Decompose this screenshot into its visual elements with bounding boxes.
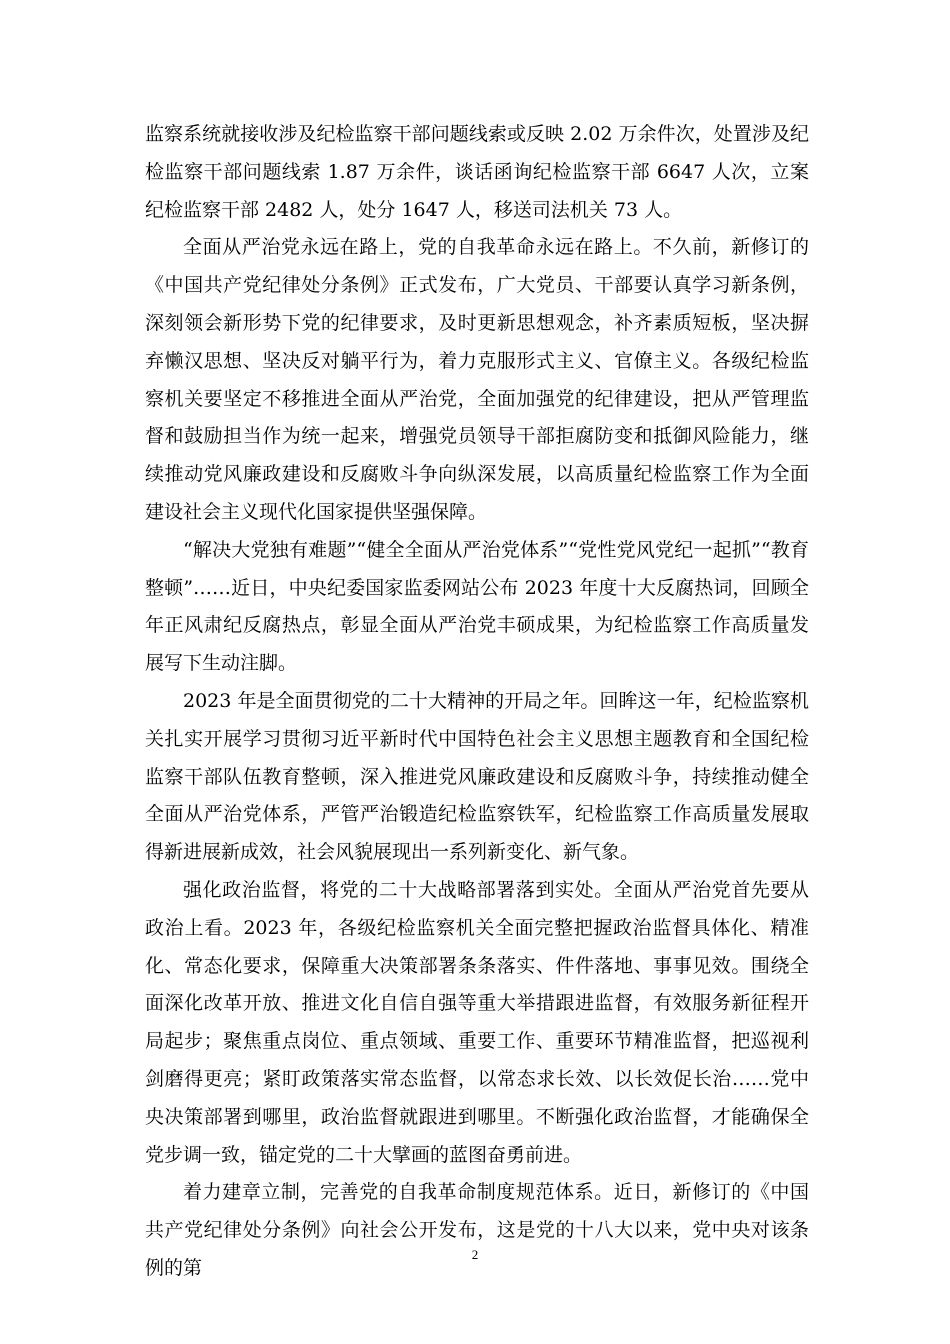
page-number: 2 xyxy=(471,1247,479,1262)
paragraph-6: 着力建章立制，完善党的自我革命制度规范体系。近日，新修订的《中国共产党纪律处分条例》向社会公开发布，这是党的十八大以来，党中央对该条例的第 xyxy=(145,1181,809,1279)
paragraph-2: 全面从严治党永远在路上，党的自我革命永远在路上。不久前，新修订的《中国共产党纪律处分条例》正式发布，广大党员、干部要认真学习新条例，深刻领会新形势下党的纪律要求，及时更新思想观念，补齐素质短板，坚决摒弃懒汉思想、坚决反对躺平行为，着力克服形式主义、官僚主义。各级纪检监察机关要坚定不移推进全面从严治党，全面加强党的纪律建设，把从严管理监督和鼓励担当作为统一起来，增强党员领导干部拒腐防变和抵御风险能力，继续推动党风廉政建设和反腐败斗争向纵深发展，以高质量纪检监察工作为全面建设社会主义现代化国家提供坚强保障。 xyxy=(145,236,809,523)
paragraph-3: “解决大党独有难题”“健全全面从严治党体系”“党性党风党纪一起抓”“教育整顿”……近日，中央纪委国家监委网站公布 2023 年度十大反腐热词，回顾全年正风肃纪反腐热点，彰显全面从严治党丰硕成果，为纪检监察工作高质量发展写下生动注脚。 xyxy=(145,538,809,675)
paragraph-4: 2023 年是全面贯彻党的二十大精神的开局之年。回眸这一年，纪检监察机关扎实开展学习贯彻习近平新时代中国特色社会主义思想主题教育和全国纪检监察干部队伍教育整顿，深入推进党风廉政建设和反腐败斗争，持续推动健全全面从严治党体系，严管严治锻造纪检监察铁军，纪检监察工作高质量发展取得新进展新成效，社会风貌展现出一系列新变化、新气象。 xyxy=(145,689,809,864)
body-text xyxy=(145,116,809,1288)
paragraph-5: 强化政治监督，将党的二十大战略部署落到实处。全面从严治党首先要从政治上看。2023 年，各级纪检监察机关全面完整把握政治监督具体化、精准化、常态化要求，保障重大决策部署条条落实、件件落地、事事见效。围绕全面深化改革开放、推进文化自信自强等重大举措跟进监督，有效服务新征程开局起步；聚焦重点岗位、重点领域、重要工作、重要环节精准监督，把巡视利剑磨得更亮；紧盯政策落实常态监督，以常态求长效、以长效促长治……党中央决策部署到哪里，政治监督就跟进到哪里。不断强化政治监督，才能确保全党步调一致，锚定党的二十大擘画的蓝图奋勇前进。 xyxy=(145,878,809,1166)
paragraph-1: 监察系统就接收涉及纪检监察干部问题线索或反映 2.02 万余件次，处置涉及纪检监察干部问题线索 1.87 万余件，谈话函询纪检监察干部 6647 人次，立案纪检监察干部 2482 人，处分 1647 人，移送司法机关 73 人。 xyxy=(145,123,809,221)
